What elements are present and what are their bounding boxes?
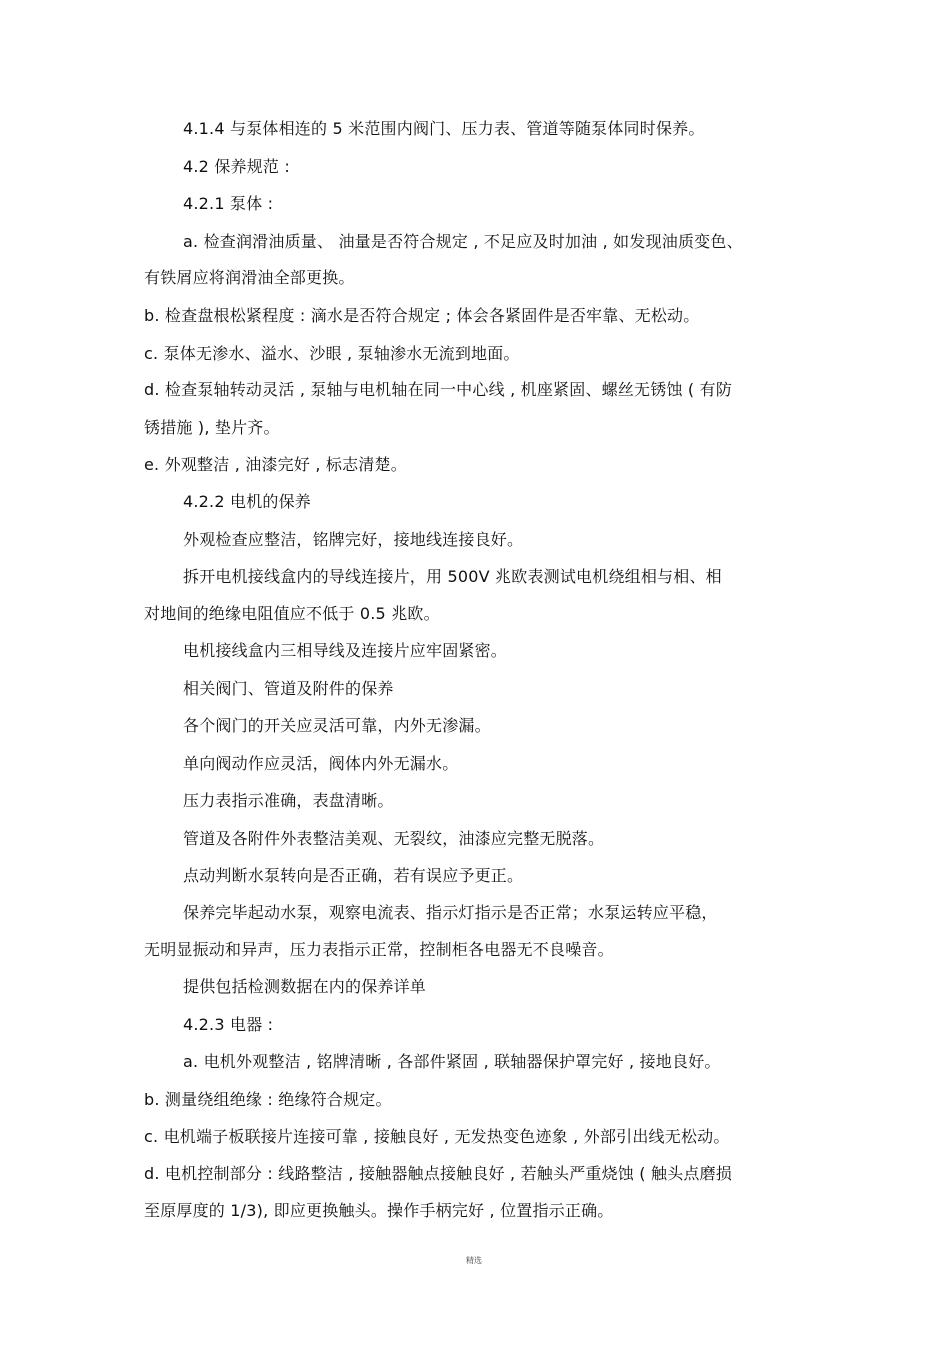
heading-4-2: 4.2 保养规范 : <box>183 157 291 176</box>
startup-check: 保养完毕起动水泵，观察电流表、指示灯指示是否正常；水泵运转应平稳， <box>183 903 718 922</box>
item-a-pump-cont: 有铁屑应将润滑油全部更换。 <box>144 268 355 287</box>
valves-heading: 相关阀门、管道及附件的保养 <box>183 679 394 698</box>
item-b-electric: b. 测量绕组绝缘 : 绝缘符合规定。 <box>144 1090 392 1109</box>
valves-line-2: 单向阀动作应灵活，阀体内外无漏水。 <box>183 754 459 773</box>
item-c-electric: c. 电机端子板联接片连接可靠 , 接触良好 , 无发热变色迹象 , 外部引出线无松动。 <box>144 1127 730 1146</box>
item-e-pump: e. 外观整洁 , 油漆完好 , 标志清楚。 <box>144 455 407 474</box>
maintenance-report: 提供包括检测数据在内的保养详单 <box>183 977 427 996</box>
item-a-electric: a. 电机外观整洁 , 铭牌清晰 , 各部件紧固 , 联轴器保护罩完好 , 接地良好。 <box>183 1052 721 1071</box>
line-4-1-4: 4.1.4 与泵体相连的 5 米范围内阀门、压力表、管道等随泵体同时保养。 <box>183 119 705 138</box>
valves-line-1: 各个阀门的开关应灵活可靠，内外无渗漏。 <box>183 716 491 735</box>
motor-line-2-cont: 对地间的绝缘电阻值应不低于 0.5 兆欧。 <box>144 604 440 623</box>
motor-line-3: 电机接线盒内三相导线及连接片应牢固紧密。 <box>183 641 508 660</box>
page-footer: 精选 <box>466 1256 482 1265</box>
heading-4-2-1: 4.2.1 泵体 : <box>183 194 274 213</box>
item-d-electric-cont: 至原厚度的 1/3), 即应更换触头。操作手柄完好 , 位置指示正确。 <box>144 1201 614 1220</box>
item-a-pump: a. 检查润滑油质量、 油量是否符合规定 , 不足应及时加油 , 如发现油质变色、 <box>183 232 743 251</box>
valves-line-3: 压力表指示准确，表盘清晰。 <box>183 791 394 810</box>
item-d-pump: d. 检查泵轴转动灵活 , 泵轴与电机轴在同一中心线 , 机座紧固、螺丝无锈蚀 ( 有防 <box>144 380 733 399</box>
motor-line-2: 拆开电机接线盒内的导线连接片，用 500V 兆欧表测试电机绕组相与相、相 <box>183 567 722 586</box>
check-direction: 点动判断水泵转向是否正确，若有误应予更正。 <box>183 866 524 885</box>
heading-4-2-2: 4.2.2 电机的保养 <box>183 492 311 511</box>
heading-4-2-3: 4.2.3 电器 : <box>183 1015 274 1034</box>
item-d-electric: d. 电机控制部分 : 线路整洁 , 接触器触点接触良好 , 若触头严重烧蚀 ( 触头点磨损 <box>144 1164 733 1183</box>
item-b-pump: b. 检查盘根松紧程度 : 滴水是否符合规定 ; 体会各紧固件是否牢靠、无松动。 <box>144 306 700 325</box>
valves-line-4: 管道及各附件外表整洁美观、无裂纹，油漆应完整无脱落。 <box>183 829 605 848</box>
motor-line-1: 外观检查应整洁，铭牌完好，接地线连接良好。 <box>183 530 524 549</box>
item-d-pump-cont: 锈措施 ), 垫片齐。 <box>144 418 280 437</box>
item-c-pump: c. 泵体无渗水、溢水、沙眼 , 泵轴渗水无流到地面。 <box>144 344 520 363</box>
startup-check-cont: 无明显振动和异声，压力表指示正常，控制柜各电器无不良噪音。 <box>144 940 614 959</box>
